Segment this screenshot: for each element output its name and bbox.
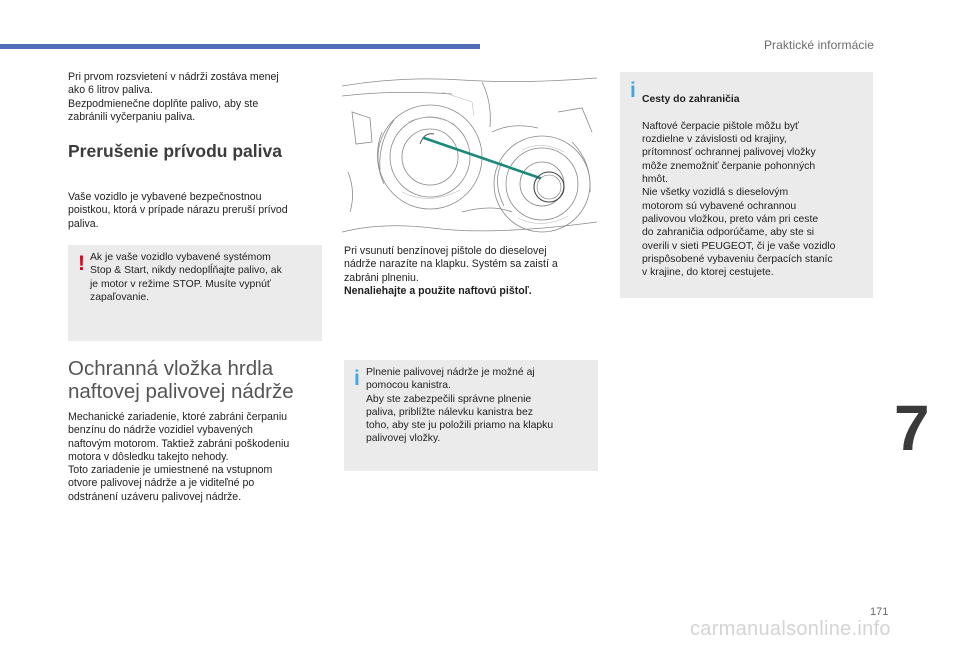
fuel-filler-drawing [342, 72, 597, 240]
fuel-cut-text: Vaše vozidlo je vybavené bezpečnostnou poistkou, ktorá v prípade nárazu preruší prívod paliva. [68, 191, 288, 230]
warning-box [68, 245, 322, 341]
fuel-filler-illustration [342, 72, 597, 240]
info-box-travel [620, 72, 873, 298]
info-travel-title: Cesty do zahraničia [642, 94, 740, 106]
page-number: 171 [870, 606, 889, 618]
warning-icon: ! [78, 252, 85, 275]
caption-text: Pri vsunutí benzínovej pištole do dieselovej nádrže narazíte na klapku. Systém sa zaistí a zabráni plneniu. [344, 245, 558, 284]
caption-block [344, 245, 599, 298]
info-travel-text: Naftové čerpacie pištole môžu byť rozdielne v závislosti od krajiny, prítomnosť ochrannej palivovej vložky môže znemožniť čerpanie pohonných hmôt. Nie všetky vozidlá s dieselovým motorom sú vybavené ochrannou palivovou vložkou, preto vám pri ceste do zahraničia odporúčame, aby ste si overili v sieti PEUGEOT, či je vaše vozidlo prispôsobené vybaveniu čerpacích staníc v krajine, do ktorej cestujete. [642, 120, 836, 279]
info-canister-text: Plnenie palivovej nádrže je možné aj pomocou kanistra. Aby ste zabezpečili správne plnenie paliva, priblížte nálevku kanistra bez toho, aby ste ju položili priamo na klapku palivovej vložky. [366, 367, 554, 445]
section-title: Praktické informácie [763, 38, 874, 52]
info-box-canister [344, 360, 598, 471]
header-accent-bar [0, 44, 480, 49]
warning-text: Ak je vaše vozidlo vybavené systémom Stop & Start, nikdy nedoplĺňajte palivo, ak je motor v režime STOP. Musíte vypnúť zapaľovanie. [90, 252, 282, 303]
watermark-text: carmanualsonline.info [690, 618, 891, 640]
leader-line [424, 138, 540, 178]
chapter-number: 7 [894, 392, 930, 464]
caption-bold-text: Nenaliehajte a použite naftovú pištoľ. [344, 284, 532, 297]
intro-text: Pri prvom rozsvietení v nádrži zostáva menej ako 6 litrov paliva. Bezpodmienečne doplňte palivo, aby ste zabránili vyčerpaniu paliva. [68, 71, 279, 123]
insert-heading: Ochranná vložka hrdla naftovej palivovej nádrže [68, 357, 294, 403]
fuel-cut-heading: Prerušenie prívodu paliva [68, 141, 282, 161]
info-icon: i [354, 367, 360, 390]
insert-text: Mechanické zariadenie, ktoré zabráni čerpaniu benzínu do nádrže vozidiel vybavených naftovým motorom. Taktiež zabráni poškodeniu motora v dôsledku takejto nehody. Toto zariadenie je umiestnené na vstupnom otvore palivovej nádrže a je viditeľné po odstránení uzáveru palivovej nádrže. [68, 411, 290, 503]
flap-marker [534, 172, 564, 202]
info-icon: i [630, 79, 636, 102]
